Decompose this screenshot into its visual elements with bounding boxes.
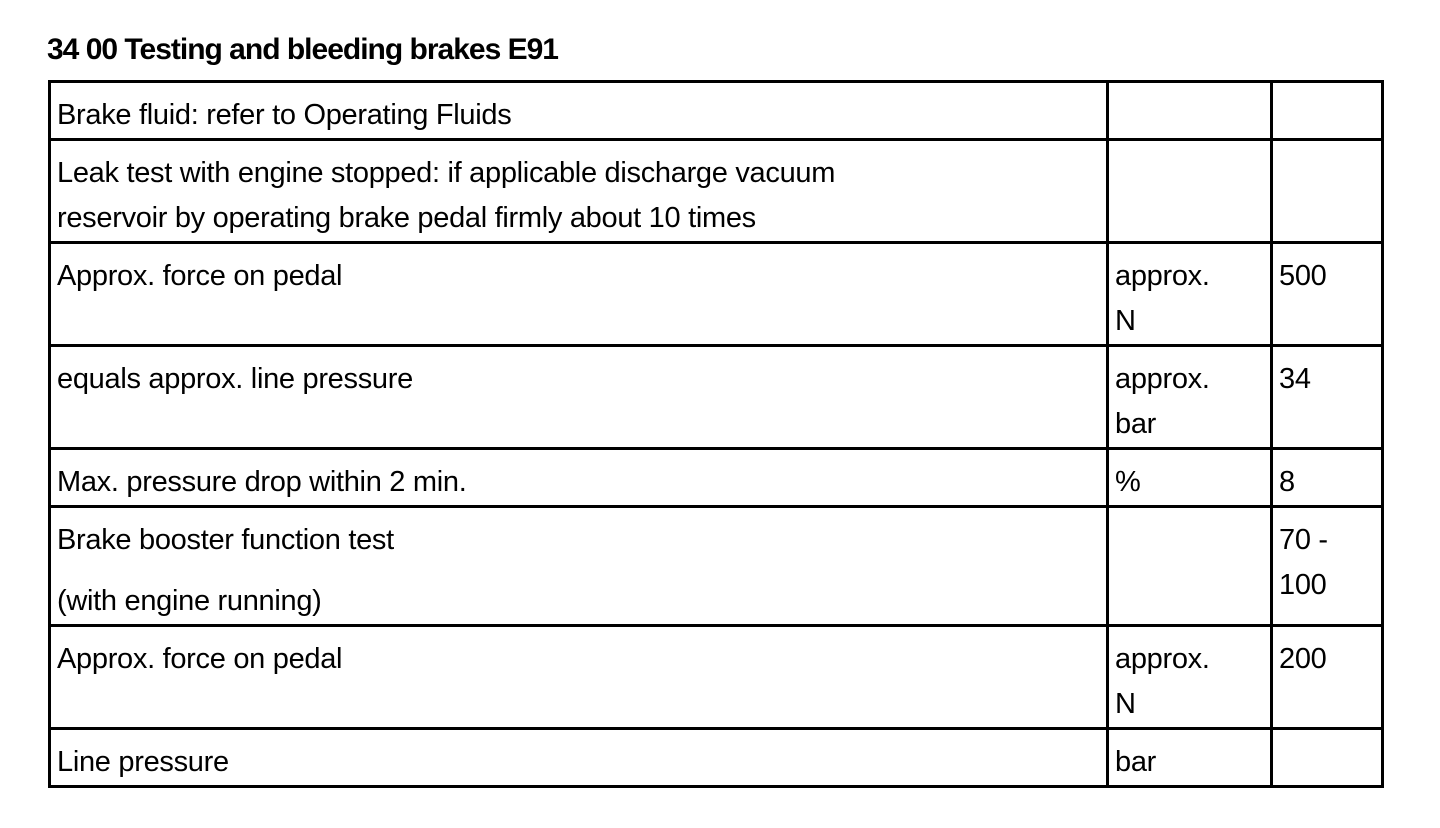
unit-cell <box>1108 140 1272 243</box>
description-cell <box>50 449 1108 507</box>
description-text: (with engine running) <box>57 585 322 617</box>
value-cell <box>1272 729 1383 787</box>
description-text: Leak test with engine stopped: if applicable discharge vacuum <box>57 157 836 189</box>
unit-text: N <box>1115 688 1136 720</box>
description-cell <box>50 140 1108 243</box>
description-text: Line pressure <box>57 746 229 778</box>
unit-text: approx. <box>1115 363 1210 395</box>
unit-cell: bar <box>1108 729 1272 787</box>
value-text: 100 <box>1279 569 1327 601</box>
brake-spec-table <box>48 80 1384 788</box>
description-text: reservoir by operating brake pedal firmly about 10 times <box>57 202 756 234</box>
table-row <box>50 243 1383 346</box>
unit-text: bar <box>1115 408 1157 440</box>
value-cell <box>1272 507 1383 626</box>
description-cell <box>50 243 1108 346</box>
unit-cell: % <box>1108 449 1272 507</box>
description-cell <box>50 346 1108 449</box>
unit-text: N <box>1115 305 1136 337</box>
value-cell: 200 <box>1272 626 1383 729</box>
unit-cell <box>1108 82 1272 140</box>
description-text: Approx. force on pedal <box>57 643 343 675</box>
value-cell <box>1272 82 1383 140</box>
value-cell <box>1272 140 1383 243</box>
value-cell: 8 <box>1272 449 1383 507</box>
unit-cell <box>1108 507 1272 626</box>
page-title: 34 00 Testing and bleeding brakes E91 <box>47 33 558 66</box>
description-text: Max. pressure drop within 2 min. <box>57 466 467 498</box>
description-text: Approx. force on pedal <box>57 260 343 292</box>
table-row <box>50 507 1383 626</box>
description-cell <box>50 729 1108 787</box>
description-cell <box>50 507 1108 626</box>
description-text: Brake fluid: refer to Operating Fluids <box>57 99 512 131</box>
table-row <box>50 140 1383 243</box>
description-text: Brake booster function test <box>57 524 394 556</box>
unit-text: approx. <box>1115 643 1210 675</box>
unit-cell <box>1108 346 1272 449</box>
description-text: equals approx. line pressure <box>57 363 413 395</box>
unit-text: approx. <box>1115 260 1210 292</box>
table-row <box>50 82 1383 140</box>
value-cell: 500 <box>1272 243 1383 346</box>
table-row <box>50 346 1383 449</box>
table-row <box>50 729 1383 787</box>
value-text: 70 - <box>1279 524 1328 556</box>
value-cell: 34 <box>1272 346 1383 449</box>
description-cell <box>50 626 1108 729</box>
table-row <box>50 449 1383 507</box>
unit-cell <box>1108 626 1272 729</box>
table-row <box>50 626 1383 729</box>
description-cell <box>50 82 1108 140</box>
unit-cell <box>1108 243 1272 346</box>
